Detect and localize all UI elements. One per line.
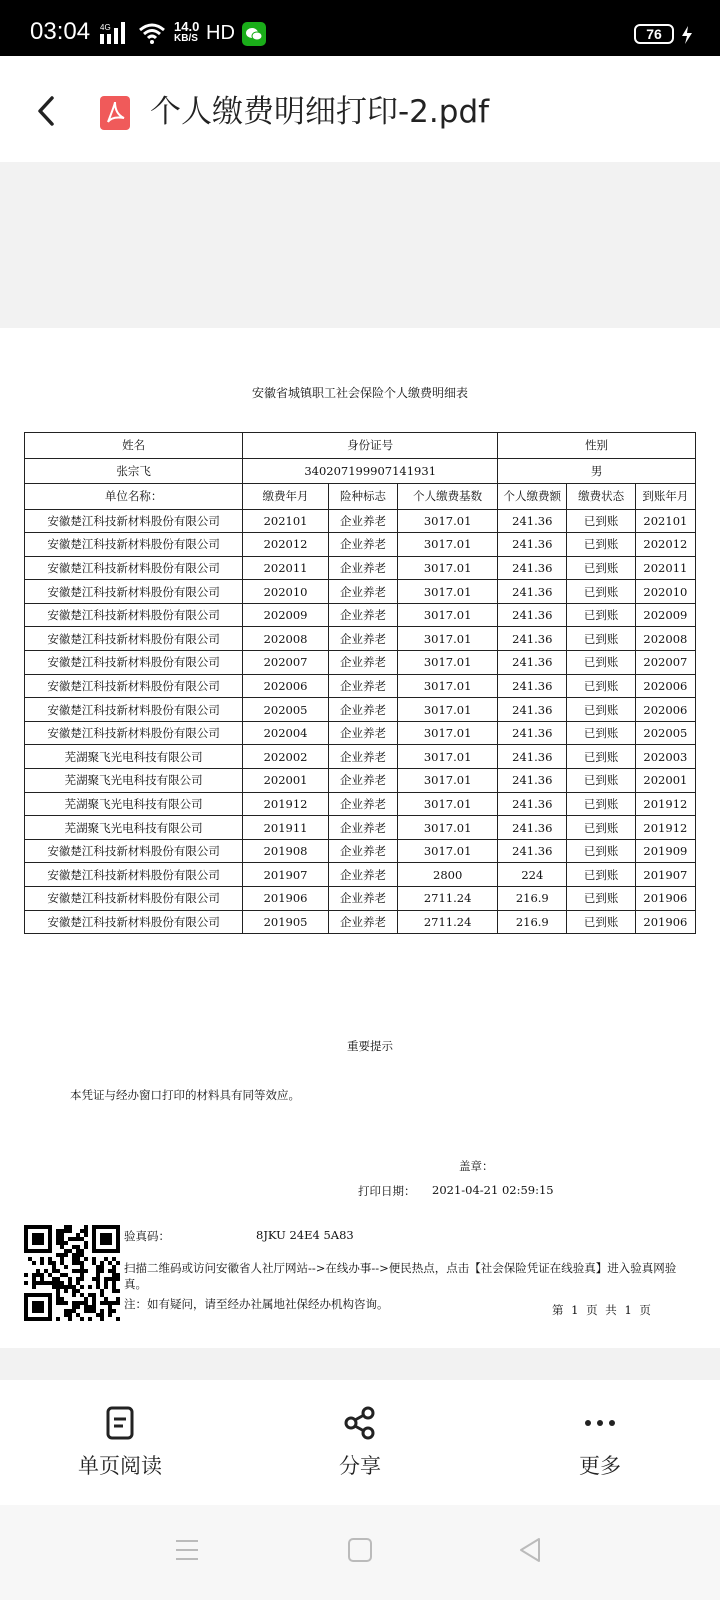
table-cell: 企业养老: [328, 816, 397, 840]
battery-indicator: 76: [634, 24, 674, 44]
table-cell: 芜湖聚飞光电科技有限公司: [25, 792, 243, 816]
table-cell: 216.9: [498, 910, 567, 934]
table-cell: 2800: [398, 863, 498, 887]
home-icon[interactable]: [345, 1535, 375, 1565]
table-cell: 3017.01: [398, 839, 498, 863]
table-cell: 已到账: [567, 651, 635, 675]
table-cell: 已到账: [567, 863, 635, 887]
table-row: [25, 769, 696, 793]
table-cell: 3017.01: [398, 580, 498, 604]
menu-icon[interactable]: [172, 1535, 202, 1565]
table-cell: 241.36: [498, 674, 567, 698]
table-cell: 安徽楚江科技新材料股份有限公司: [25, 509, 243, 533]
verify-code: 8JKU 24E4 5A83: [256, 1228, 354, 1242]
table-cell: 202005: [243, 698, 329, 722]
table-cell: 224: [498, 863, 567, 887]
table-cell: 芜湖聚飞光电科技有限公司: [25, 745, 243, 769]
table-row: [25, 698, 696, 722]
table-cell: 已到账: [567, 627, 635, 651]
wechat-icon: [242, 22, 266, 46]
wifi-icon: [138, 22, 166, 44]
table-cell: 企业养老: [328, 580, 397, 604]
single-page-icon: [103, 1406, 137, 1440]
table-row: [25, 533, 696, 557]
table-cell: 安徽楚江科技新材料股份有限公司: [25, 698, 243, 722]
table-cell: 安徽楚江科技新材料股份有限公司: [25, 580, 243, 604]
seal-label: 盖章：: [459, 1159, 494, 1173]
column-header-row: [25, 484, 696, 510]
table-row: [25, 509, 696, 533]
table-cell: 企业养老: [328, 603, 397, 627]
table-cell: 202007: [635, 651, 695, 675]
table-cell: 202002: [243, 745, 329, 769]
table-row: [25, 674, 696, 698]
table-cell: 202012: [243, 533, 329, 557]
verify-label: 验真码：: [124, 1229, 170, 1243]
note-text: 注：如有疑问，请至经办社属地社保经办机构咨询。: [124, 1297, 389, 1311]
table-cell: 202008: [243, 627, 329, 651]
table-cell: 企业养老: [328, 509, 397, 533]
table-cell: 企业养老: [328, 556, 397, 580]
table-cell: 202004: [243, 721, 329, 745]
table-cell: 3017.01: [398, 816, 498, 840]
table-row: [25, 603, 696, 627]
table-cell: 201905: [243, 910, 329, 934]
table-row: [25, 863, 696, 887]
info-value-row: [25, 458, 696, 484]
table-cell: 202010: [243, 580, 329, 604]
table-cell: 安徽楚江科技新材料股份有限公司: [25, 674, 243, 698]
table-cell: 201907: [243, 863, 329, 887]
table-row: [25, 839, 696, 863]
table-cell: 已到账: [567, 839, 635, 863]
column-header: 到账年月: [635, 484, 695, 510]
table-cell: 企业养老: [328, 910, 397, 934]
table-cell: 已到账: [567, 556, 635, 580]
table-cell: 已到账: [567, 698, 635, 722]
table-cell: 241.36: [498, 745, 567, 769]
table-row: [25, 556, 696, 580]
share-icon: [343, 1406, 377, 1440]
column-header: 缴费年月: [243, 484, 329, 510]
share-button[interactable]: [240, 1380, 480, 1505]
column-header: 个人缴费基数: [398, 484, 498, 510]
table-cell: 202003: [635, 745, 695, 769]
table-cell: 3017.01: [398, 674, 498, 698]
table-cell: 202005: [635, 721, 695, 745]
contribution-table: [24, 432, 696, 934]
table-cell: 202101: [635, 509, 695, 533]
table-row: [25, 792, 696, 816]
table-cell: 安徽楚江科技新材料股份有限公司: [25, 863, 243, 887]
table-cell: 241.36: [498, 698, 567, 722]
table-cell: 已到账: [567, 816, 635, 840]
status-time: 03:04: [30, 18, 91, 45]
table-cell: 241.36: [498, 509, 567, 533]
table-cell: 安徽楚江科技新材料股份有限公司: [25, 627, 243, 651]
table-cell: 3017.01: [398, 769, 498, 793]
table-cell: 已到账: [567, 674, 635, 698]
table-cell: 已到账: [567, 887, 635, 911]
table-cell: 202010: [635, 580, 695, 604]
table-cell: 241.36: [498, 792, 567, 816]
table-cell: 3017.01: [398, 745, 498, 769]
table-cell: 3017.01: [398, 651, 498, 675]
pdf-icon: [100, 96, 130, 130]
table-cell: 企业养老: [328, 651, 397, 675]
table-cell: 201912: [635, 816, 695, 840]
table-row: [25, 651, 696, 675]
table-cell: 企业养老: [328, 533, 397, 557]
net-speed-unit: KB/S: [174, 33, 198, 44]
table-cell: 企业养老: [328, 674, 397, 698]
table-cell: 241.36: [498, 721, 567, 745]
table-cell: 3017.01: [398, 509, 498, 533]
file-title: 个人缴费明细打印-2.pdf: [150, 94, 490, 130]
table-cell: 已到账: [567, 603, 635, 627]
table-cell: 3017.01: [398, 603, 498, 627]
table-cell: 企业养老: [328, 745, 397, 769]
column-header: 单位名称：: [25, 484, 243, 510]
notice-text: 本凭证与经办窗口打印的材料具有同等效应。: [70, 1088, 300, 1102]
signal-icon: [100, 22, 130, 44]
table-cell: 已到账: [567, 721, 635, 745]
table-cell: 241.36: [498, 651, 567, 675]
more-button[interactable]: [480, 1380, 720, 1505]
table-row: [25, 816, 696, 840]
table-cell: 企业养老: [328, 769, 397, 793]
table-cell: 202012: [635, 533, 695, 557]
table-cell: 202011: [243, 556, 329, 580]
table-cell: 202007: [243, 651, 329, 675]
table-cell: 已到账: [567, 792, 635, 816]
column-header: 缴费状态: [567, 484, 635, 510]
table-cell: 企业养老: [328, 792, 397, 816]
table-cell: 202001: [635, 769, 695, 793]
table-row: [25, 721, 696, 745]
table-cell: 安徽楚江科技新材料股份有限公司: [25, 533, 243, 557]
table-cell: 企业养老: [328, 698, 397, 722]
table-cell: 202001: [243, 769, 329, 793]
table-cell: 241.36: [498, 839, 567, 863]
bottom-toolbar: [0, 1380, 720, 1505]
table-cell: 241.36: [498, 580, 567, 604]
table-cell: 安徽楚江科技新材料股份有限公司: [25, 603, 243, 627]
viewer-background-top: [0, 162, 720, 328]
more-label: 更多: [579, 1454, 621, 1478]
table-cell: 芜湖聚飞光电科技有限公司: [25, 769, 243, 793]
table-cell: 202009: [243, 603, 329, 627]
table-cell: 已到账: [567, 910, 635, 934]
table-row: [25, 887, 696, 911]
table-cell: 企业养老: [328, 627, 397, 651]
table-cell: 201906: [635, 887, 695, 911]
table-cell: 企业养老: [328, 839, 397, 863]
id-value: 340207199907141931: [243, 458, 498, 484]
table-cell: 2711.24: [398, 910, 498, 934]
table-cell: 241.36: [498, 627, 567, 651]
share-label: 分享: [339, 1454, 381, 1478]
signal-label: 4G: [100, 23, 111, 32]
table-row: [25, 627, 696, 651]
table-cell: 201912: [243, 792, 329, 816]
table-cell: 202101: [243, 509, 329, 533]
table-cell: 安徽楚江科技新材料股份有限公司: [25, 651, 243, 675]
back-nav-icon[interactable]: [515, 1535, 545, 1565]
table-cell: 3017.01: [398, 721, 498, 745]
notice-heading: 重要提示: [347, 1039, 393, 1053]
table-cell: 201909: [635, 839, 695, 863]
table-row: [25, 745, 696, 769]
charging-icon: [680, 26, 694, 44]
table-cell: 202006: [635, 698, 695, 722]
scan-instructions: 扫描二维码或访问安徽省人社厅网站-->在线办事-->便民热点，点击【社会保险凭证在线验真】进入验真网验真。: [124, 1261, 677, 1291]
table-cell: 安徽楚江科技新材料股份有限公司: [25, 721, 243, 745]
table-cell: 201912: [635, 792, 695, 816]
pdf-page[interactable]: [0, 328, 720, 1348]
gender-value: 男: [498, 458, 696, 484]
table-cell: 安徽楚江科技新材料股份有限公司: [25, 839, 243, 863]
document-title: 安徽省城镇职工社会保险个人缴费明细表: [251, 386, 468, 400]
table-body: [25, 509, 696, 934]
table-cell: 201911: [243, 816, 329, 840]
table-cell: 3017.01: [398, 627, 498, 651]
table-cell: 202006: [243, 674, 329, 698]
table-cell: 3017.01: [398, 792, 498, 816]
table-row: [25, 910, 696, 934]
table-cell: 已到账: [567, 769, 635, 793]
id-header: 身份证号: [243, 433, 498, 459]
table-cell: 企业养老: [328, 887, 397, 911]
table-cell: 201907: [635, 863, 695, 887]
table-cell: 202009: [635, 603, 695, 627]
name-value: 张宗飞: [25, 458, 243, 484]
column-header: 险种标志: [328, 484, 397, 510]
column-header: 个人缴费额: [498, 484, 567, 510]
info-header-row: [25, 433, 696, 459]
table-cell: 2711.24: [398, 887, 498, 911]
table-cell: 已到账: [567, 745, 635, 769]
net-speed-value: 14.0: [174, 19, 200, 34]
qr-code: [24, 1225, 120, 1321]
table-cell: 202011: [635, 556, 695, 580]
table-cell: 3017.01: [398, 556, 498, 580]
table-cell: 已到账: [567, 533, 635, 557]
table-row: [25, 580, 696, 604]
print-date: 2021-04-21 02:59:15: [432, 1183, 554, 1197]
single-page-read-button[interactable]: [0, 1380, 240, 1505]
table-cell: 241.36: [498, 769, 567, 793]
more-icon: [583, 1406, 617, 1440]
table-cell: 3017.01: [398, 533, 498, 557]
table-cell: 201908: [243, 839, 329, 863]
hd-label: HD: [206, 22, 235, 44]
table-cell: 芜湖聚飞光电科技有限公司: [25, 816, 243, 840]
page-number: 第 1 页 共 1 页: [552, 1303, 651, 1317]
table-cell: 安徽楚江科技新材料股份有限公司: [25, 910, 243, 934]
table-cell: 安徽楚江科技新材料股份有限公司: [25, 887, 243, 911]
table-cell: 企业养老: [328, 721, 397, 745]
table-cell: 安徽楚江科技新材料股份有限公司: [25, 556, 243, 580]
viewer-background-bottom: [0, 1348, 720, 1380]
status-bar: [0, 0, 720, 56]
table-cell: 216.9: [498, 887, 567, 911]
gender-header: 性别: [498, 433, 696, 459]
system-nav-bar: [0, 1505, 720, 1600]
table-cell: 202006: [635, 674, 695, 698]
app-header: [0, 56, 720, 162]
back-icon[interactable]: [32, 94, 62, 128]
table-cell: 241.36: [498, 603, 567, 627]
table-cell: 202008: [635, 627, 695, 651]
single-page-read-label: 单页阅读: [78, 1454, 162, 1478]
print-date-label: 打印日期：: [358, 1184, 416, 1198]
table-cell: 3017.01: [398, 698, 498, 722]
table-cell: 241.36: [498, 556, 567, 580]
net-speed: [174, 20, 199, 44]
name-header: 姓名: [25, 433, 243, 459]
table-cell: 201906: [635, 910, 695, 934]
table-cell: 241.36: [498, 816, 567, 840]
table-cell: 企业养老: [328, 863, 397, 887]
table-cell: 241.36: [498, 533, 567, 557]
table-cell: 201906: [243, 887, 329, 911]
table-cell: 已到账: [567, 509, 635, 533]
table-cell: 已到账: [567, 580, 635, 604]
